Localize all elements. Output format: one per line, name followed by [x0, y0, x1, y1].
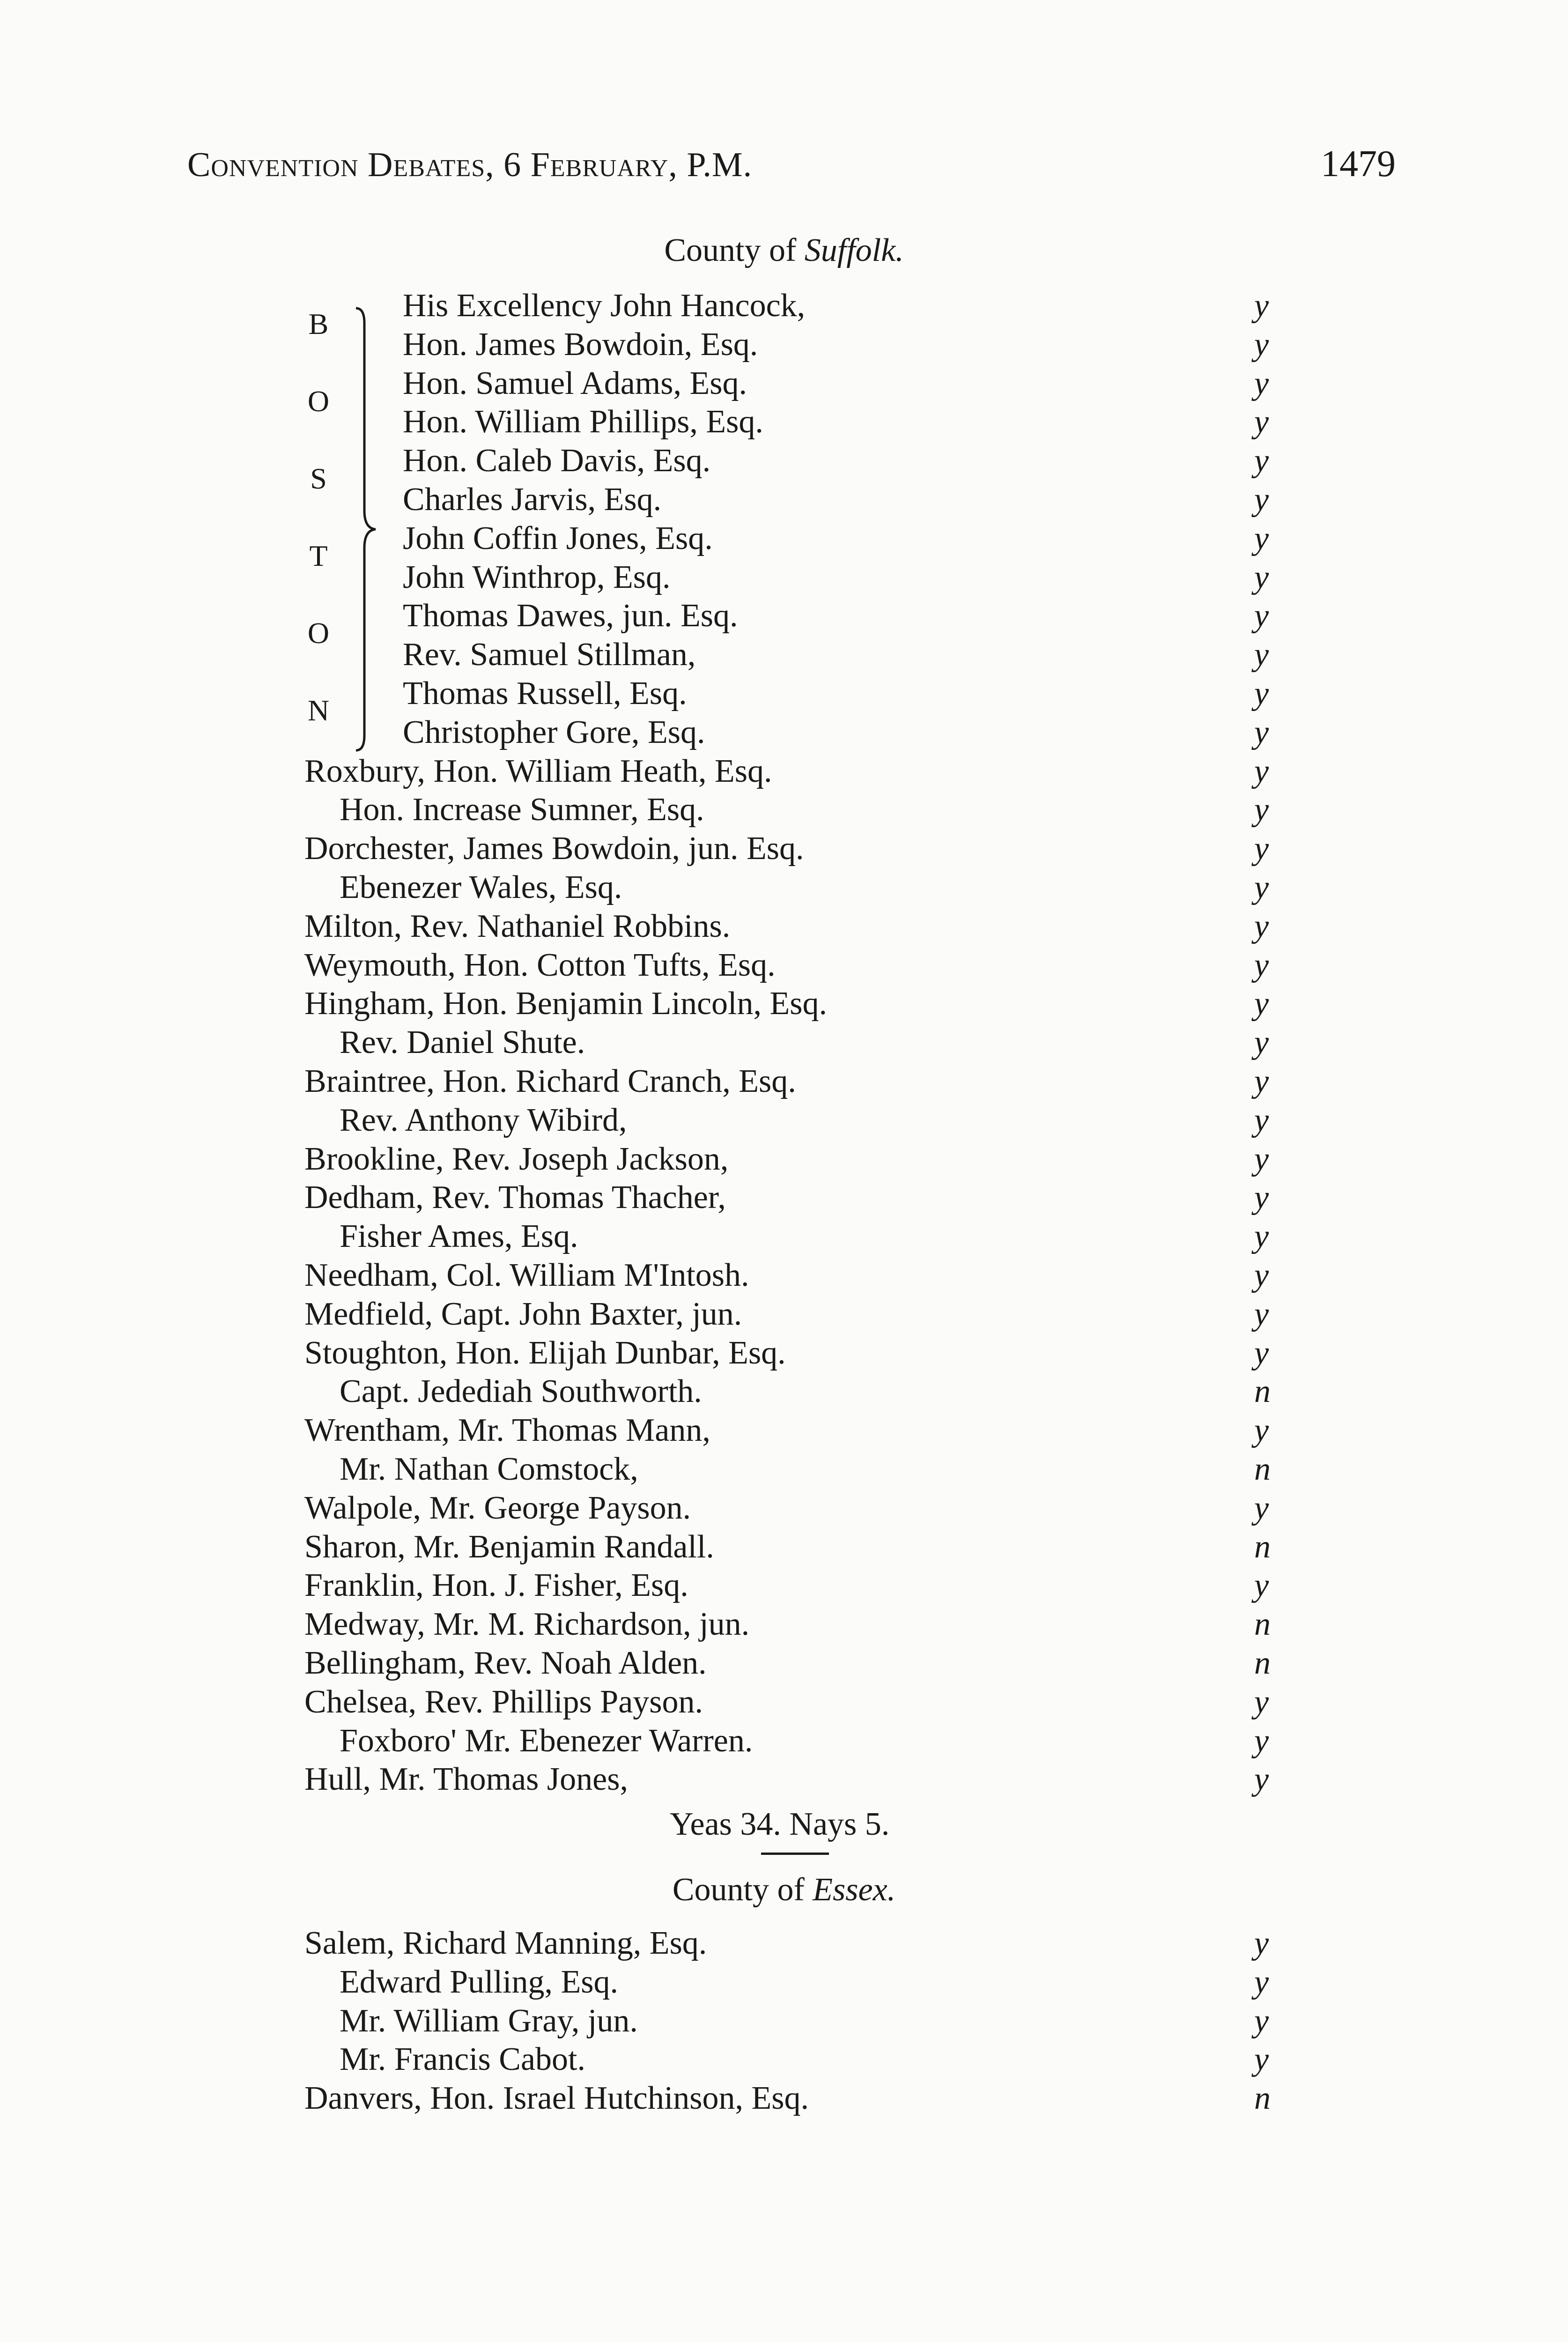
roll-call-row	[0, 985, 1568, 1023]
boston-letter: S	[310, 462, 327, 495]
delegate-name: Mr. William Gray, jun.	[340, 2002, 638, 2039]
vote-mark: n	[1254, 1606, 1271, 1643]
roll-call-row	[0, 1528, 1568, 1566]
roll-call-row	[0, 1605, 1568, 1644]
vote-mark: y	[1254, 1412, 1269, 1449]
roll-call-row	[0, 403, 1568, 441]
vote-mark: y	[1254, 404, 1269, 440]
vote-mark: y	[1254, 365, 1269, 401]
vote-mark: y	[1254, 675, 1269, 711]
vote-mark: y	[1254, 598, 1269, 634]
page-number: 1479	[1321, 143, 1396, 185]
vote-mark: y	[1254, 714, 1269, 750]
vote-mark: y	[1254, 326, 1269, 363]
vote-mark: y	[1254, 792, 1269, 828]
delegate-name: Salem, Richard Manning, Esq.	[304, 1925, 707, 1961]
delegate-name: Rev. Daniel Shute.	[340, 1024, 585, 1061]
delegate-name: Brookline, Rev. Joseph Jackson,	[304, 1141, 729, 1177]
vote-totals: Yeas 34. Nays 5.	[670, 1806, 890, 1842]
roll-call-row	[0, 597, 1568, 635]
county-name: Essex.	[813, 1872, 896, 1908]
vote-mark: y	[1254, 1218, 1269, 1255]
vote-mark: y	[1254, 1296, 1269, 1332]
roll-call-row	[0, 1101, 1568, 1140]
vote-mark: y	[1254, 1141, 1269, 1177]
delegate-name: Ebenezer Wales, Esq.	[340, 869, 622, 905]
vote-mark: y	[1254, 1490, 1269, 1526]
roll-call-row	[0, 1722, 1568, 1760]
delegate-name: John Coffin Jones, Esq.	[403, 520, 713, 556]
roll-call-row	[0, 1372, 1568, 1411]
vote-mark: y	[1254, 947, 1269, 983]
delegate-name: Weymouth, Hon. Cotton Tufts, Esq.	[304, 947, 776, 983]
delegate-name: Dorchester, James Bowdoin, jun. Esq.	[304, 830, 804, 867]
delegate-name: Braintree, Hon. Richard Cranch, Esq.	[304, 1063, 796, 1099]
vote-mark: y	[1254, 288, 1269, 324]
delegate-name: Hon. Increase Sumner, Esq.	[340, 792, 704, 828]
delegate-name: Foxboro' Mr. Ebenezer Warren.	[340, 1722, 753, 1759]
vote-mark: y	[1254, 869, 1269, 905]
section-rule	[761, 1853, 829, 1855]
delegate-name: Milton, Rev. Nathaniel Robbins.	[304, 908, 731, 944]
boston-letter: O	[307, 616, 330, 650]
vote-mark: y	[1254, 1179, 1269, 1216]
delegate-name: His Excellency John Hancock,	[403, 288, 806, 324]
roll-call-row	[0, 868, 1568, 907]
roll-call-row	[0, 1924, 1568, 1963]
vote-mark: y	[1254, 1334, 1269, 1371]
vote-mark: y	[1254, 986, 1269, 1022]
roll-call-row	[0, 519, 1568, 558]
delegate-name: Hon. James Bowdoin, Esq.	[403, 326, 758, 363]
roll-call-row	[0, 1256, 1568, 1295]
delegate-name: Hon. Samuel Adams, Esq.	[403, 365, 747, 401]
vote-mark: n	[1254, 1451, 1271, 1487]
roll-call-row	[0, 326, 1568, 364]
delegate-name: Wrentham, Mr. Thomas Mann,	[304, 1412, 710, 1449]
delegate-name: Walpole, Mr. George Payson.	[304, 1490, 691, 1526]
roll-call-row	[0, 287, 1568, 325]
roll-call-row	[0, 1295, 1568, 1334]
roll-call-row	[0, 1760, 1568, 1799]
vote-mark: n	[1254, 1373, 1271, 1410]
delegate-name: Hull, Mr. Thomas Jones,	[304, 1761, 628, 1798]
county-heading-prefix: County of	[672, 1872, 813, 1908]
delegate-name: Dedham, Rev. Thomas Thacher,	[304, 1179, 726, 1216]
boston-letter: O	[307, 385, 330, 418]
delegate-name: Thomas Russell, Esq.	[403, 675, 687, 711]
roll-call-row	[0, 946, 1568, 985]
delegate-name: Danvers, Hon. Israel Hutchinson, Esq.	[304, 2080, 809, 2117]
boston-letter: B	[308, 307, 329, 341]
vote-mark: n	[1254, 1528, 1271, 1565]
roll-call-row	[0, 1140, 1568, 1178]
vote-mark: y	[1254, 908, 1269, 944]
roll-call-row	[0, 558, 1568, 597]
roll-call-row	[0, 1683, 1568, 1721]
vote-mark: y	[1254, 1683, 1269, 1720]
vote-mark: y	[1254, 2041, 1269, 2078]
roll-call-row	[0, 1178, 1568, 1217]
roll-call-row	[0, 2002, 1568, 2040]
roll-call-row	[0, 1963, 1568, 2001]
county-name: Suffolk.	[804, 232, 904, 268]
delegate-name: Hon. Caleb Davis, Esq.	[403, 443, 711, 479]
vote-mark: y	[1254, 1722, 1269, 1759]
roll-call-row	[0, 674, 1568, 713]
roll-call-row	[0, 907, 1568, 946]
vote-mark: y	[1254, 1024, 1269, 1061]
delegate-name: Rev. Samuel Stillman,	[403, 637, 696, 673]
delegate-name: Mr. Francis Cabot.	[340, 2041, 585, 2078]
roll-call-row	[0, 1411, 1568, 1450]
delegate-name: Bellingham, Rev. Noah Alden.	[304, 1645, 707, 1681]
roll-call-row	[0, 481, 1568, 519]
roll-call-row	[0, 1334, 1568, 1372]
roll-call-row	[0, 1062, 1568, 1101]
roll-call-row	[0, 1566, 1568, 1605]
roll-call-row	[0, 752, 1568, 791]
delegate-name: Needham, Col. William M'Intosh.	[304, 1257, 749, 1293]
running-head: Convention Debates, 6 February, P.M.	[187, 146, 753, 184]
vote-mark: y	[1254, 443, 1269, 479]
vote-mark: y	[1254, 1102, 1269, 1138]
vote-mark: y	[1254, 1964, 1269, 2000]
roll-call-row	[0, 1644, 1568, 1682]
vote-mark: y	[1254, 520, 1269, 556]
vote-mark: n	[1254, 1645, 1271, 1681]
delegate-name: Hingham, Hon. Benjamin Lincoln, Esq.	[304, 986, 827, 1022]
roll-call-row	[0, 2079, 1568, 2118]
vote-mark: y	[1254, 1925, 1269, 1961]
county-heading-essex	[0, 1871, 1568, 1909]
roll-call-row	[0, 636, 1568, 674]
delegate-name: John Winthrop, Esq.	[403, 559, 671, 595]
vote-mark: y	[1254, 559, 1269, 595]
delegate-name: Medfield, Capt. John Baxter, jun.	[304, 1296, 742, 1332]
delegate-name: Christopher Gore, Esq.	[403, 714, 705, 750]
delegate-name: Mr. Nathan Comstock,	[340, 1451, 638, 1487]
boston-letter: T	[309, 539, 328, 572]
delegate-name: Stoughton, Hon. Elijah Dunbar, Esq.	[304, 1334, 786, 1371]
vote-mark: y	[1254, 2002, 1269, 2039]
county-heading-prefix: County of	[664, 232, 805, 268]
delegate-name: Capt. Jedediah Southworth.	[340, 1373, 702, 1410]
roll-call-row	[0, 791, 1568, 829]
vote-mark: n	[1254, 2080, 1271, 2117]
delegate-name: Hon. William Phillips, Esq.	[403, 404, 763, 440]
roll-call-row	[0, 1217, 1568, 1256]
roll-call-row	[0, 830, 1568, 868]
boston-letter: N	[307, 694, 330, 727]
delegate-name: Charles Jarvis, Esq.	[403, 482, 662, 518]
vote-mark: y	[1254, 1063, 1269, 1099]
vote-mark: y	[1254, 830, 1269, 867]
roll-call-row	[0, 1489, 1568, 1527]
roll-call-row	[0, 1023, 1568, 1062]
delegate-name: Medway, Mr. M. Richardson, jun.	[304, 1606, 750, 1643]
roll-call-row	[0, 442, 1568, 480]
vote-mark: y	[1254, 482, 1269, 518]
vote-mark: y	[1254, 1761, 1269, 1798]
delegate-name: Rev. Anthony Wibird,	[340, 1102, 627, 1138]
delegate-name: Thomas Dawes, jun. Esq.	[403, 598, 738, 634]
delegate-name: Franklin, Hon. J. Fisher, Esq.	[304, 1567, 688, 1604]
vote-mark: y	[1254, 753, 1269, 789]
delegate-name: Chelsea, Rev. Phillips Payson.	[304, 1683, 703, 1720]
roll-call-row	[0, 1450, 1568, 1489]
roll-call-row	[0, 364, 1568, 403]
vote-mark: y	[1254, 1567, 1269, 1604]
delegate-name: Sharon, Mr. Benjamin Randall.	[304, 1528, 714, 1565]
delegate-name: Fisher Ames, Esq.	[340, 1218, 578, 1255]
roll-call-row	[0, 713, 1568, 752]
delegate-name: Edward Pulling, Esq.	[340, 1964, 618, 2000]
delegate-name: Roxbury, Hon. William Heath, Esq.	[304, 753, 772, 789]
roll-call-row	[0, 2040, 1568, 2079]
vote-mark: y	[1254, 1257, 1269, 1293]
vote-mark: y	[1254, 637, 1269, 673]
